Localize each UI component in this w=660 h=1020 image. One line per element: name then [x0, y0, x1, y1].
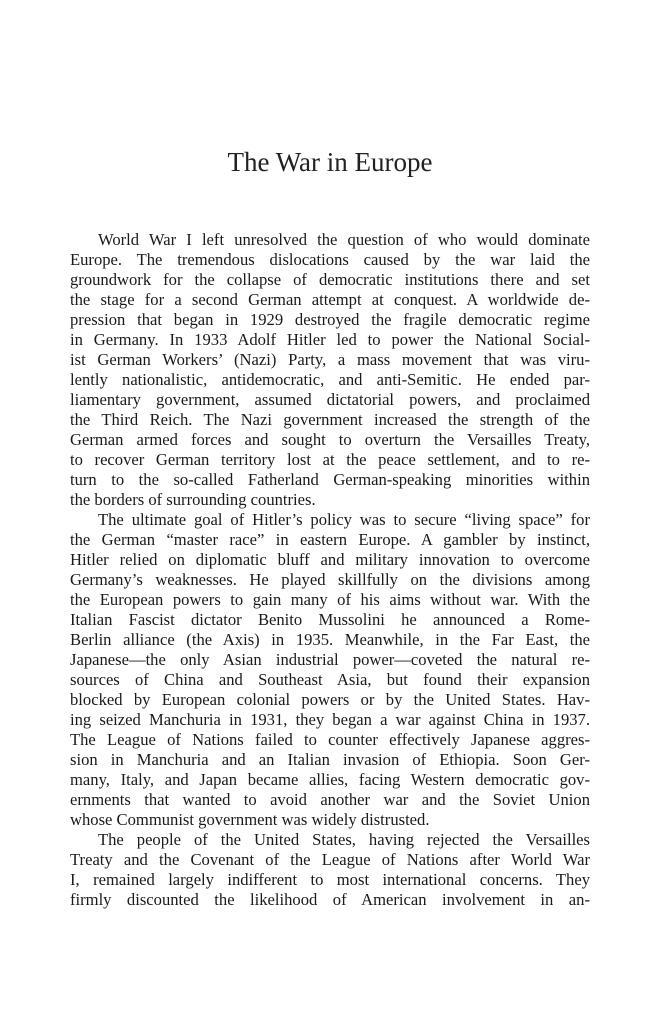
paragraph — [70, 230, 590, 510]
text-line: Hitler relied on diplomatic bluff and military innovation to overcome — [70, 550, 590, 569]
text-line: sources of China and Southeast Asia, but found their expansion — [70, 670, 590, 689]
text-line: The people of the United States, having rejected the Versailles — [98, 830, 590, 849]
text-line: the German “master race” in eastern Europe. A gambler by instinct, — [70, 530, 590, 549]
text-line: turn to the so-called Fatherland German-speaking minorities within — [70, 470, 590, 489]
text-line: The ultimate goal of Hitler’s policy was to secure “living space” for — [98, 510, 590, 529]
text-line: the borders of surrounding countries. — [70, 490, 316, 509]
paragraph — [70, 510, 590, 830]
text-line: I, remained largely indifferent to most international concerns. They — [70, 870, 590, 889]
text-line: many, Italy, and Japan became allies, facing Western democratic gov- — [70, 770, 590, 789]
paragraph — [70, 830, 590, 910]
text-line: The League of Nations failed to counter effectively Japanese aggres- — [70, 730, 590, 749]
text-line: groundwork for the collapse of democratic institutions there and set — [70, 270, 590, 289]
body-text — [70, 230, 590, 910]
text-line: sion in Manchuria and an Italian invasion of Ethiopia. Soon Ger- — [70, 750, 590, 769]
text-line: ing seized Manchuria in 1931, they began a war against China in 1937. — [70, 710, 590, 729]
text-line: Europe. The tremendous dislocations caused by the war laid the — [70, 250, 590, 269]
text-line: blocked by European colonial powers or by the United States. Hav- — [70, 690, 590, 709]
text-line: Germany’s weaknesses. He played skillfully on the divisions among — [70, 570, 590, 589]
text-line: Berlin alliance (the Axis) in 1935. Meanwhile, in the Far East, the — [70, 630, 590, 649]
text-line: Treaty and the Covenant of the League of Nations after World War — [70, 850, 590, 869]
text-line: ernments that wanted to avoid another war and the Soviet Union — [70, 790, 590, 809]
text-line: the Third Reich. The Nazi government increased the strength of the — [70, 410, 590, 429]
text-line: the stage for a second German attempt at conquest. A worldwide de- — [70, 290, 590, 309]
text-line: the European powers to gain many of his aims without war. With the — [70, 590, 590, 609]
text-line: ist German Workers’ (Nazi) Party, a mass movement that was viru- — [70, 350, 590, 369]
text-line: German armed forces and sought to overturn the Versailles Treaty, — [70, 430, 590, 449]
text-line: firmly discounted the likelihood of American involvement in an- — [70, 890, 590, 909]
text-line: in Germany. In 1933 Adolf Hitler led to power the National Social- — [70, 330, 590, 349]
text-line: whose Communist government was widely distrusted. — [70, 810, 430, 829]
text-line: lently nationalistic, antidemocratic, and anti-Semitic. He ended par- — [70, 370, 590, 389]
text-line: Japanese—the only Asian industrial power—coveted the natural re- — [70, 650, 590, 669]
text-line: Italian Fascist dictator Benito Mussolini he announced a Rome- — [70, 610, 590, 629]
page-title: The War in Europe — [227, 147, 433, 177]
text-line: liamentary government, assumed dictatorial powers, and proclaimed — [70, 390, 590, 409]
text-line: pression that began in 1929 destroyed the fragile democratic regime — [70, 310, 590, 329]
text-line: to recover German territory lost at the peace settlement, and to re- — [70, 450, 590, 469]
text-line: World War I left unresolved the question of who would dominate — [98, 230, 590, 249]
